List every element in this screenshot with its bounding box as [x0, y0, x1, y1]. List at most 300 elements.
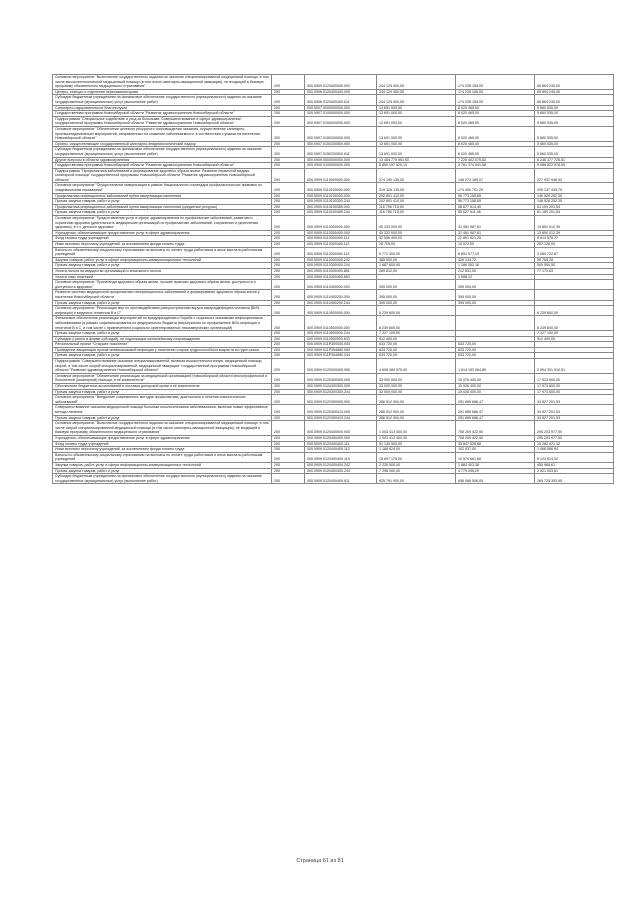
cell-diff: 17 973 600,00 [535, 384, 614, 390]
cell-plan: 286 512 900,00 [377, 395, 456, 405]
cell-plan: 244 129 400,00 [377, 95, 456, 105]
cell-exec: 656 066 506,05 [456, 474, 535, 484]
cell-exec: 8 020 465,00 [456, 141, 535, 147]
cell-org: 200 [272, 126, 305, 141]
cell-code: 000.0909.0120400000.000 [305, 421, 377, 436]
cell-name: Фонд оплаты труда учреждений [53, 441, 272, 447]
cell-name: Прочая закупка товаров, работ и услуг [53, 199, 272, 205]
cell-name: Закупка товаров, работ, услуг в сфере информационно-коммуникационных технологий [53, 257, 272, 263]
cell-diff: 34 827 201,53 [535, 405, 614, 415]
table-row [53, 126, 614, 141]
cell-exec: 31 481 987,61 [456, 216, 535, 231]
cell-name: Прочая закупка товаров, работ и услуг [53, 263, 272, 269]
cell-diff: 17 923 600,00 [535, 373, 614, 383]
cell-code: 000.0909.0110500000.633 [305, 336, 377, 342]
table-row [53, 280, 614, 290]
cell-code: 000.0909.0120000000.000 [305, 359, 377, 374]
cell-org: 200 [272, 331, 305, 337]
cell-org: 200 [272, 193, 305, 199]
cell-plan: 395 000,00 [377, 300, 456, 306]
cell-plan: 7 327 100,00 [377, 331, 456, 337]
table-row [53, 405, 614, 415]
cell-exec: 8 020 465,00 [456, 111, 535, 117]
cell-code: 000.0909.0110300400.851 [305, 268, 377, 274]
cell-diff: 5 660 535,00 [535, 141, 614, 147]
cell-exec: 174 400 701,25 [456, 183, 535, 193]
cell-plan: 13 484 779 951,00 [377, 157, 456, 163]
cell-name: Основное мероприятие "Осуществление иммунизации в рамках Национального календаря профилактических прививок по эпидемическим показаниям" [53, 183, 272, 193]
cell-diff: 7 327 100,00 [535, 331, 614, 337]
cell-plan: 33 000 000,00 [377, 384, 456, 390]
cell-exec: 251 685 686,47 [456, 415, 535, 421]
cell-diff: 500 554,50 [535, 263, 614, 269]
cell-code: 000.0909.0120400400.111 [305, 441, 377, 447]
table-row [53, 474, 614, 484]
cell-org: 200 [272, 163, 305, 169]
cell-name: Основное мероприятие "Предоставление услуг в сфере здравоохранения по профилактике заболеваний, развитию и охранению здоровья (деятельность медицинских организаций по профилактике заболеваний, сохранению и укреплению здоровья), в т.ч. детского здоровья" [53, 216, 272, 231]
cell-diff: 6 248 377 725,51 [535, 157, 614, 163]
cell-org: 200 [272, 105, 305, 111]
cell-exec: 3 761 374 941,58 [456, 163, 535, 169]
cell-diff: 61 169 201,54 [535, 210, 614, 216]
cell-org: 200 [272, 210, 305, 216]
cell-code: 000.0909.0110000000.000 [305, 168, 377, 183]
cell-exec: 56 773 158,65 [456, 199, 535, 205]
cell-exec: 395 000,00 [456, 280, 535, 290]
cell-org: 200 [272, 242, 305, 248]
cell-exec: 22 891 821,25 [456, 236, 535, 242]
cell-name: Учреждения, обеспечивающие предоставление услуг в сфере здравоохранения [53, 230, 272, 236]
table-row [53, 373, 614, 383]
cell-name: Взносы по обязательному социальному страхованию на выплаты по оплате труда работников и иные выплаты работникам учреждений [53, 452, 272, 462]
cell-code: 000.0909.0110300400.242 [305, 257, 377, 263]
cell-exec: 174 235 155,00 [456, 89, 535, 95]
cell-name: Развитие системы медицинской профилактики неинфекционных заболеваний и формирования здорового образа жизни у населения Новосибирской области [53, 290, 272, 300]
cell-org: 200 [272, 116, 305, 126]
cell-org: 200 [272, 441, 305, 447]
cell-exec: 8 020 465,00 [456, 105, 535, 111]
cell-diff: 13 851 012,39 [535, 216, 614, 231]
cell-name: Другие вопросы в области здравоохранения [53, 157, 272, 163]
cell-exec: 10 574 661,68 [456, 452, 535, 462]
cell-exec: 212 831,00 [456, 268, 535, 274]
cell-code: 000.0907.0150200500.611 [305, 147, 377, 157]
cell-diff: 3 080 722,87 [535, 247, 614, 257]
cell-plan: 289 812,00 [377, 268, 456, 274]
cell-name: Совершенствование оказания медицинской помощи больным онкологическими заболеваниями, включая новые эффективные методы лечения [53, 405, 272, 415]
cell-diff: 34 827 201,53 [535, 395, 614, 405]
cell-diff: 5 122 514,32 [535, 452, 614, 462]
cell-diff: 205 137 433,75 [535, 183, 614, 193]
cell-diff: 5 660 535,00 [535, 116, 614, 126]
cell-code: 000.0909.0110300400.119 [305, 247, 377, 257]
cell-code: 000.0909.011Р300000.000 [305, 342, 377, 348]
cell-code: 000.0909.0110100389.244 [305, 210, 377, 216]
cell-org: 200 [272, 274, 305, 280]
cell-org: 200 [272, 268, 305, 274]
cell-name: Прочая закупка товаров, работ и услуг [53, 389, 272, 395]
cell-plan: 202 891 410,00 [377, 199, 456, 205]
cell-code: 000.0909.0120400400.119 [305, 452, 377, 462]
cell-plan: 1 003 413 400,00 [377, 421, 456, 436]
cell-exec: 102 037,00 [456, 447, 535, 453]
cell-name: Основное мероприятие "Реализация мер по противодействию распространению вируса иммунодефицита человека (ВИЧ-инфекции) и вирусных гепатитов В и С" [53, 306, 272, 316]
table-row [53, 306, 614, 316]
cell-name: Взносы по обязательному социальному страхованию на выплаты по оплате труда работников и иные выплаты работникам учреждений [53, 247, 272, 257]
cell-name: Государственная программа Новосибирской области "Развитие здравоохранения Новосибирской области" [53, 111, 272, 117]
table-row [53, 116, 614, 126]
cell-code: 000.0909.0110500000.000 [305, 306, 377, 316]
cell-code: 000.0906.0120400400.000 [305, 89, 377, 95]
cell-exec: 55 627 511,46 [456, 210, 535, 216]
cell-org: 200 [272, 147, 305, 157]
cell-diff: 5 660 535,00 [535, 126, 614, 141]
cell-diff: 69 894 245,00 [535, 89, 614, 95]
cell-diff: 69 894 245,00 [535, 95, 614, 105]
cell-exec: 10 572,00 [456, 242, 535, 248]
cell-name: Центры, станции и отделения переливания крови [53, 89, 272, 95]
table-row [53, 247, 614, 257]
cell-org: 200 [272, 347, 305, 353]
cell-exec [456, 306, 535, 316]
cell-org: 200 [272, 257, 305, 263]
cell-plan: 33 000 000,00 [377, 389, 456, 395]
cell-code: 000.0909.0110300400.000 [305, 230, 377, 236]
table-row [53, 147, 614, 157]
cell-name: Прочая закупка товаров, работ и услуг [53, 415, 272, 421]
cell-org: 200 [272, 300, 305, 306]
cell-name: Профилактика инфекционных заболеваний путем иммунизации населения [53, 193, 272, 199]
cell-name: Государственная программа Новосибирской области "Развитие здравоохранения Новосибирской области" [53, 163, 272, 169]
cell-plan: 13 691 000,00 [377, 111, 456, 117]
cell-plan: 1 168 624,00 [377, 447, 456, 453]
cell-name: Фонд оплаты труда учреждений [53, 236, 272, 242]
cell-name: Основное мероприятие "Обеспечение целевого ресурсного сопровождения оказания, осуществление санитарно-противоэпидемических мероприятий, направленных на снижение заболеваемости, в соответствии с указом на населения Новосибирской области" [53, 126, 272, 141]
cell-plan: 13 691 000,00 [377, 126, 456, 141]
cell-name: Основное мероприятие "Обеспечение реализации за медицинской организацией Новосибирской области многопрофильной и больничной (санаторной) помощи, и её компонентов" [53, 373, 272, 383]
cell-org: 200 [272, 342, 305, 348]
cell-plan: 51 130 500,00 [377, 441, 456, 447]
cell-name: Основное мероприятие "Выполнение государственного задания на оказание специализированной медицинской помощи, в том числе высокотехнологичной медицинской помощи (в том числе санитарно-авиационной эвакуации), не входящей в базовую программу обязательного медицинского страхования" [53, 75, 272, 90]
cell-plan: 1 003 413 400,00 [377, 435, 456, 441]
cell-org: 200 [272, 280, 305, 290]
cell-name: Финансовое обеспечение реализации мероприятий по предупреждению и борьбе с социально значимыми инфекционными заболеваниями (в рамках софинансирования из федерального бюджета (мероприятия по профилактике ВИЧ-инфекции и гепатитов В и С, в том числе с привлечением социально ориентированных некоммерческих организаций) [53, 316, 272, 331]
cell-diff: 287 128,00 [535, 242, 614, 248]
table-row [53, 395, 614, 405]
cell-plan: 912 400,00 [377, 336, 456, 342]
cell-org: 200 [272, 353, 305, 359]
cell-diff: 13 850 012,39 [535, 230, 614, 236]
cell-name: Субсидии бюджетным учреждениям на финансовое обеспечение государственного (муниципального) задания на оказание государственных (муниципальных) услуг (выполнение работ) [53, 474, 272, 484]
cell-diff: 5 660 535,00 [535, 105, 614, 111]
cell-name: Профилактика инфекционных заболеваний путем иммунизации населения (кредитные ресурсы) [53, 204, 272, 210]
cell-name: Уплата налога на имущество организаций и земельного налога [53, 268, 272, 274]
cell-org: 200 [272, 290, 305, 300]
cell-exec: 35 847 528,88 [456, 441, 535, 447]
cell-diff: 59 765,28 [535, 257, 614, 263]
cell-code: 000.0909.0120300410.000 [305, 405, 377, 415]
cell-exec: 395 000,00 [456, 290, 535, 300]
cell-plan: 244 129 400,00 [377, 89, 456, 95]
cell-plan: 33 000 000,00 [377, 373, 456, 383]
cell-code: 000.0909.0000000000.000 [305, 157, 377, 163]
cell-code: 000.0909.0120300410.244 [305, 415, 377, 421]
cell-name: Иные выплаты персоналу учреждений, за исключением фонда оплаты труда [53, 447, 272, 453]
cell-plan: 633 720,00 [377, 347, 456, 353]
cell-diff: 295 203 977,50 [535, 421, 614, 436]
cell-name: Подпрограмма "Совершенствование оказания специализированной, включая высокотехнологичную, медицинской помощи, скорой, в том числе скорой специализированной, медицинской эвакуации" государственной программы Новосибирской области "Развитие здравоохранения Новосибирской области" [53, 359, 272, 374]
cell-code: 000.0909.0120400400.611 [305, 474, 377, 484]
cell-org: 200 [272, 75, 305, 90]
cell-exec: 708 209 422,50 [456, 435, 535, 441]
cell-name: Обеспечение бюджетных ассигнований и поставок донорской крови и её компонентов [53, 384, 272, 390]
cell-name: Уплата иных платежей [53, 274, 272, 280]
cell-diff: 8 239 600,00 [535, 306, 614, 316]
table-row [53, 421, 614, 436]
cell-org: 200 [272, 89, 305, 95]
cell-name: Проведение вакцинации против пневмококковой инфекции у населения старше трудоспособного возраста из групп риска [53, 347, 272, 353]
table-row [53, 359, 614, 374]
cell-org: 200 [272, 395, 305, 405]
cell-org: 200 [272, 230, 305, 236]
cell-exec: 58 677 514,40 [456, 204, 535, 210]
cell-diff: 5 660 535,00 [535, 111, 614, 117]
cell-code: 000.0909.0110400200.244 [305, 300, 377, 306]
cell-code: 000.0907.0150200000.000 [305, 126, 377, 141]
cell-name: Прочая закупка товаров, работ и услуг [53, 353, 272, 359]
cell-org: 200 [272, 359, 305, 374]
table-row [53, 183, 614, 193]
cell-code: 000.0909.011Р354680.000 [305, 347, 377, 353]
cell-org: 200 [272, 247, 305, 257]
cell-diff [535, 290, 614, 300]
cell-plan: 32 506 400,00 [377, 236, 456, 242]
cell-code: 000.0909.0110300400.244 [305, 263, 377, 269]
cell-org: 200 [272, 447, 305, 453]
cell-diff: 5 088 822 578,55 [535, 163, 614, 169]
cell-name: Санитарно-оздоровительное благополучие [53, 105, 272, 111]
cell-exec: 1 186 052,16 [456, 263, 535, 269]
cell-diff: 2 994 331 510,51 [535, 359, 614, 374]
cell-org: 200 [272, 373, 305, 383]
cell-code: 000.0909.0110100000.000 [305, 183, 377, 193]
cell-code: 000.0909.0110100389.000 [305, 204, 377, 210]
cell-code: 000.0909.0120300000.000 [305, 395, 377, 405]
cell-plan: 7 298 900,00 [377, 468, 456, 474]
cell-plan: 319 326 135,00 [377, 183, 456, 193]
cell-diff: 69 894 245,00 [535, 75, 614, 90]
cell-plan: 286 512 900,00 [377, 405, 456, 415]
cell-code: 000.0907.0150000000.000 [305, 116, 377, 126]
cell-exec: 174 235 155,00 [456, 95, 535, 105]
cell-diff: 8 239 600,00 [535, 316, 614, 331]
cell-code: 000.0909.0110400000.000 [305, 280, 377, 290]
budget-table [52, 74, 614, 484]
cell-name: Субсидии бюджетным учреждениям на финансовое обеспечение государственного (муниципального) задания на оказание государственных (муниципальных) услуг (выполнение работ) [53, 95, 272, 105]
cell-plan: 13 691 000,00 [377, 105, 456, 111]
cell-plan: 925 791 900,00 [377, 474, 456, 484]
cell-org: 200 [272, 168, 305, 183]
cell-name: Прочая закупка товаров, работ и услуг [53, 210, 272, 216]
cell-exec: 174 235 155,00 [456, 75, 535, 90]
cell-exec: 633 720,00 [456, 347, 535, 353]
cell-code: 000.0909.0110100300.000 [305, 193, 377, 199]
cell-org: 200 [272, 141, 305, 147]
table-row [53, 452, 614, 462]
cell-code: 000.0909.0120300300.244 [305, 389, 377, 395]
table-row [53, 316, 614, 331]
cell-code: 000.0909.0120400400.244 [305, 468, 377, 474]
cell-org: 200 [272, 336, 305, 342]
cell-exec: 1 614 153 064,89 [456, 359, 535, 374]
cell-exec: 146 073 189,07 [456, 168, 535, 183]
cell-exec: 6 691 577,19 [456, 247, 535, 257]
cell-code: 000.0909.0110300000.000 [305, 216, 377, 231]
cell-exec: 251 685 686,47 [456, 395, 535, 405]
cell-plan: 8 239 600,00 [377, 306, 456, 316]
cell-diff: 9 614 578,77 [535, 236, 614, 242]
cell-code: 000.0906.0120400400.611 [305, 95, 377, 105]
cell-org: 200 [272, 183, 305, 193]
cell-exec: 15 026 400,00 [456, 389, 535, 395]
cell-code: 000.0909.0120300000.000 [305, 373, 377, 383]
cell-exec: 1 864 403,38 [456, 462, 535, 468]
budget-table-body [53, 75, 614, 484]
cell-plan: 1 687 600,00 [377, 263, 456, 269]
cell-plan: 45 333 000,00 [377, 216, 456, 231]
cell-name: Основное мероприятие "Выполнение государственного задания на оказание специализированной медицинской помощи, в том числе скорой специализированной медицинской помощи (в том числе санитарно-авиационной эвакуации), не входящей в базовую программу обязательного медицинского страхования" [53, 421, 272, 436]
cell-plan: 395 000,00 [377, 290, 456, 300]
cell-org: 200 [272, 405, 305, 415]
cell-exec: 7 226 402 075,52 [456, 157, 535, 163]
cell-org: 200 [272, 95, 305, 105]
cell-name: Подпрограмма "Профилактика заболеваний и формирование здорового образа жизни. Развитие первичной медико-санитарной помощи" государственной программы Новосибирской области "Развитие здравоохранения Новосибирской области" [53, 168, 272, 183]
cell-code: 000.0909.0110300400.112 [305, 242, 377, 248]
cell-code: 000.0909.0120400000.000 [305, 75, 377, 90]
cell-code: 000.0909.0100000000.000 [305, 163, 377, 169]
cell-code: 000.0909.0120400400.000 [305, 435, 377, 441]
cell-code: 000.0909.0110500000.000 [305, 316, 377, 331]
cell-name: Иные выплаты персоналу учреждений, за исключением фонда оплаты труда [53, 242, 272, 248]
cell-code: 000.0909.0120400400.112 [305, 447, 377, 453]
cell-org: 200 [272, 474, 305, 484]
cell-diff: 146 526 252,35 [535, 193, 614, 199]
cell-org: 200 [272, 468, 305, 474]
cell-exec: 1 088,12 [456, 274, 535, 280]
cell-org: 200 [272, 384, 305, 390]
cell-diff [535, 280, 614, 290]
cell-name: Субсидии бюджетным учреждениям на финансовое обеспечение государственного (муниципального) задания на оказание государственных (муниципальных) услуг (выполнение работ) [53, 147, 272, 157]
cell-name: Основное мероприятие "Пропаганда здорового образа жизни, лучшие практики здорового образа жизни, доступность и доступность здоровья" [53, 280, 272, 290]
cell-plan: 9 771 300,00 [377, 247, 456, 257]
cell-code: 000.0909.0110300400.853 [305, 274, 377, 280]
cell-plan: 374 190 135,00 [377, 168, 456, 183]
cell-exec: 15 076 400,00 [456, 373, 535, 383]
cell-exec: 4 779 295,29 [456, 468, 535, 474]
table-row [53, 95, 614, 105]
cell-plan: 13 691 000,00 [377, 141, 456, 147]
cell-exec: 633 720,00 [456, 342, 535, 348]
cell-name: Прочая закупка товаров, работ и услуг [53, 331, 272, 337]
cell-org: 200 [272, 111, 305, 117]
cell-name: Региональный проект "Старшее поколение" [53, 342, 272, 348]
cell-plan: 633 720,00 [377, 342, 456, 348]
cell-name: Основное мероприятие "Внедрение современных методов профилактики, диагностики и лечения онкологических заболеваний" [53, 395, 272, 405]
cell-name: Прочая закупка товаров, работ и услуг [53, 300, 272, 306]
cell-org: 200 [272, 216, 305, 231]
cell-code: 000.0909.0120300300.000 [305, 384, 377, 390]
cell-diff: 17 973 600,00 [535, 389, 614, 395]
cell-diff: 77 173,63 [535, 268, 614, 274]
cell-exec: 426 134,72 [456, 257, 535, 263]
cell-diff: 15 282 971,12 [535, 441, 614, 447]
cell-exec: 31 481 987,61 [456, 230, 535, 236]
cell-org: 200 [272, 204, 305, 210]
cell-plan: 244 129 400,00 [377, 75, 456, 90]
cell-org: 200 [272, 306, 305, 316]
cell-name: Органы, осуществляющие государственный санитарно-эпидемиологический надзор [53, 141, 272, 147]
cell-diff: 227 937 946,93 [535, 168, 614, 183]
cell-diff: 269 725 393,95 [535, 474, 614, 484]
cell-diff: 34 827 201,53 [535, 415, 614, 421]
cell-org: 200 [272, 199, 305, 205]
cell-plan: 8 850 197 520,13 [377, 163, 456, 169]
table-row [53, 216, 614, 231]
cell-plan: 395 000,00 [377, 280, 456, 290]
cell-exec: 8 020 465,00 [456, 116, 535, 126]
cell-plan: 2 226 500,00 [377, 462, 456, 468]
cell-exec: 15 026 400,00 [456, 384, 535, 390]
cell-exec: 251 685 686,47 [456, 405, 535, 415]
cell-diff: 912 400,00 [535, 336, 614, 342]
cell-name: Субсидии (гранты в форме субсидий), не подлежащие казначейскому сопровождению [53, 336, 272, 342]
cell-exec [456, 316, 535, 331]
cell-plan: 116 796 715,00 [377, 210, 456, 216]
cell-diff: 295 203 977,50 [535, 435, 614, 441]
cell-plan: 633 720,00 [377, 353, 456, 359]
cell-org: 200 [272, 452, 305, 462]
cell-org: 200 [272, 389, 305, 395]
cell-plan: 286 512 900,00 [377, 415, 456, 421]
cell-name: Закупка товаров, работ, услуг в сфере информационно-коммуникационных технологий [53, 462, 272, 468]
cell-code: 000.0909.0110100300.244 [305, 199, 377, 205]
cell-diff: 146 526 252,35 [535, 199, 614, 205]
cell-plan: 45 332 000,00 [377, 230, 456, 236]
cell-org: 200 [272, 421, 305, 436]
cell-plan: 8 239 600,00 [377, 316, 456, 331]
cell-code: 000.0909.0110400200.000 [305, 290, 377, 300]
cell-exec: 708 209 422,50 [456, 421, 535, 436]
cell-org: 200 [272, 236, 305, 242]
cell-org: 200 [272, 415, 305, 421]
table-row [53, 168, 614, 183]
cell-code: 000.0907.0100000000.000 [305, 111, 377, 117]
cell-exec: 56 773 150,65 [456, 193, 535, 199]
cell-diff: 455 968,61 [535, 462, 614, 468]
table-row [53, 75, 614, 90]
cell-diff: 5 660 535,00 [535, 147, 614, 157]
cell-plan: 485 900,00 [377, 257, 456, 263]
cell-plan: 15 697 175,00 [377, 452, 456, 462]
cell-exec: 633 720,00 [456, 353, 535, 359]
cell-exec: 8 020 465,00 [456, 126, 535, 141]
table-row [53, 290, 614, 300]
cell-org: 200 [272, 157, 305, 163]
cell-code: 000.0907.0150200500.000 [305, 141, 377, 147]
cell-diff: 2 521 533,61 [535, 468, 614, 474]
cell-org: 200 [272, 462, 305, 468]
cell-plan: 28 700,00 [377, 242, 456, 248]
